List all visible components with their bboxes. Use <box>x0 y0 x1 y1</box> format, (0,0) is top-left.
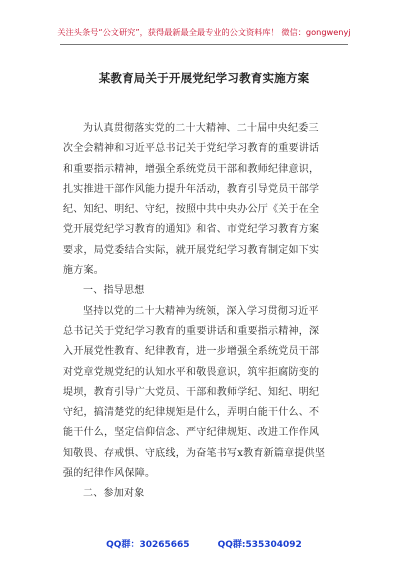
section-heading: 一、指导思想 <box>83 285 145 297</box>
body-line: 入开展党性教育、纪律教育，进一步增强全系统党员干部 <box>63 346 320 358</box>
body-line: 坚持以党的二十大精神为统领，深入学习贯彻习近平 <box>83 305 319 317</box>
body-line: 为认真贯彻落实党的二十大精神、二十届中央纪委三 <box>83 123 319 134</box>
body-line: 施方案。 <box>63 265 104 277</box>
body-line: 党开展党纪学习教育的通知》和省、市党纪学习教育方案 <box>63 224 320 236</box>
qq-group-1: QQ群：30265665 <box>106 540 190 550</box>
section-heading: 二、参加对象 <box>83 488 145 500</box>
document-body <box>63 119 348 505</box>
body-line: 守纪，搞清楚党的纪律规矩是什么，弄明白能干什么、不 <box>63 407 320 419</box>
promo-header-banner: 关注头条号“公文研究”，获得最新最全最专业的公文资料库！ 微信：gongwenyj <box>57 27 351 37</box>
body-line: 和重要指示精神，增强全系统党员干部和教师纪律意识， <box>63 163 320 175</box>
body-line: 对党章党规党纪的认知水平和敬畏意识，筑牢拒腐防变的 <box>63 366 320 378</box>
header-divider <box>60 44 348 45</box>
document-title: 某教育局关于开展党纪学习教育实施方案 <box>98 71 310 85</box>
body-line: 知敬畏、存戒惧、守底线，为奋笔书写x教育新篇章提供坚 <box>63 447 326 459</box>
qq-group-2: QQ群:535304092 <box>217 540 302 550</box>
body-line: 强的纪律作风保障。 <box>63 468 156 480</box>
body-line: 纪、知纪、明纪、守纪，按照中共中央办公厅《关于在全 <box>63 204 320 216</box>
body-line: 能干什么，坚定信仰信念、严守纪律规矩、改进工作作风 <box>63 427 320 439</box>
body-line: 次全会精神和习近平总书记关于党纪学习教育的重要讲话 <box>63 143 320 155</box>
body-line: 要求，局党委结合实际，就开展党纪学习教育制定如下实 <box>63 244 320 256</box>
footer-contact <box>0 537 408 550</box>
body-line: 堤坝，教育引导广大党员、干部和教师学纪、知纪、明纪 <box>63 386 320 398</box>
body-line: 扎实推进干部作风能力提升年活动，教育引导党员干部学 <box>63 183 320 195</box>
body-line: 总书记关于党纪学习教育的重要讲话和重要指示精神，深 <box>63 325 320 337</box>
